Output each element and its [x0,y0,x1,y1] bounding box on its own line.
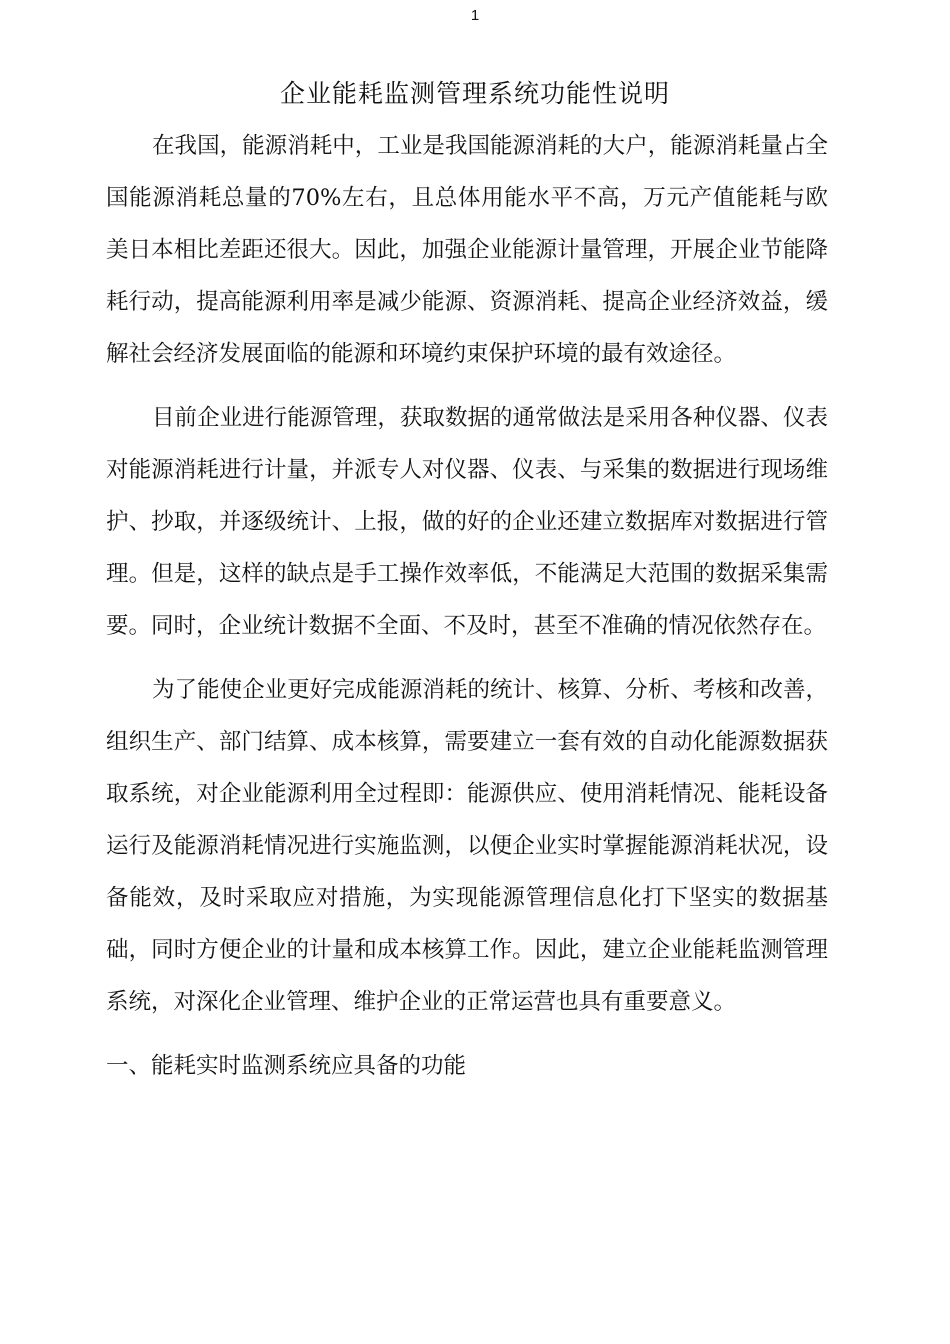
paragraph-1: 在我国，能源消耗中，工业是我国能源消耗的大户，能源消耗量占全国能源消耗总量的70%左右，且总体用能水平不高，万元产值能耗与欧美日本相比差距还很大。因此，加强企业能源计量管理，开展企业节能降耗行动，提高能源利用率是减少能源、资源消耗、提高企业经济效益，缓解社会经济发展面临的能源和环境约束保护环境的最有效途径。 [106,133,828,367]
document-body [106,120,828,1092]
page-number: 1 [470,7,480,24]
paragraph-3: 为了能使企业更好完成能源消耗的统计、核算、分析、考核和改善，组织生产、部门结算、成本核算，需要建立一套有效的自动化能源数据获取系统，对企业能源利用全过程即：能源供应、使用消耗情况、能耗设备运行及能源消耗情况进行实施监测，以便企业实时掌握能源消耗状况，设备能效，及时采取应对措施，为实现能源管理信息化打下坚实的数据基础，同时方便企业的计量和成本核算工作。因此，建立企业能耗监测管理系统，对深化企业管理、维护企业的正常运营也具有重要意义。 [106,677,828,1015]
section-heading: 一、能耗实时监测系统应具备的功能 [106,1053,467,1079]
paragraph-2: 目前企业进行能源管理，获取数据的通常做法是采用各种仪器、仪表对能源消耗进行计量，并派专人对仪器、仪表、与采集的数据进行现场维护、抄取，并逐级统计、上报，做的好的企业还建立数据库对数据进行管理。但是，这样的缺点是手工操作效率低，不能满足大范围的数据采集需要。同时，企业统计数据不全面、不及时，甚至不准确的情况依然存在。 [106,405,828,639]
document-title: 企业能耗监测管理系统功能性说明 [279,79,670,108]
